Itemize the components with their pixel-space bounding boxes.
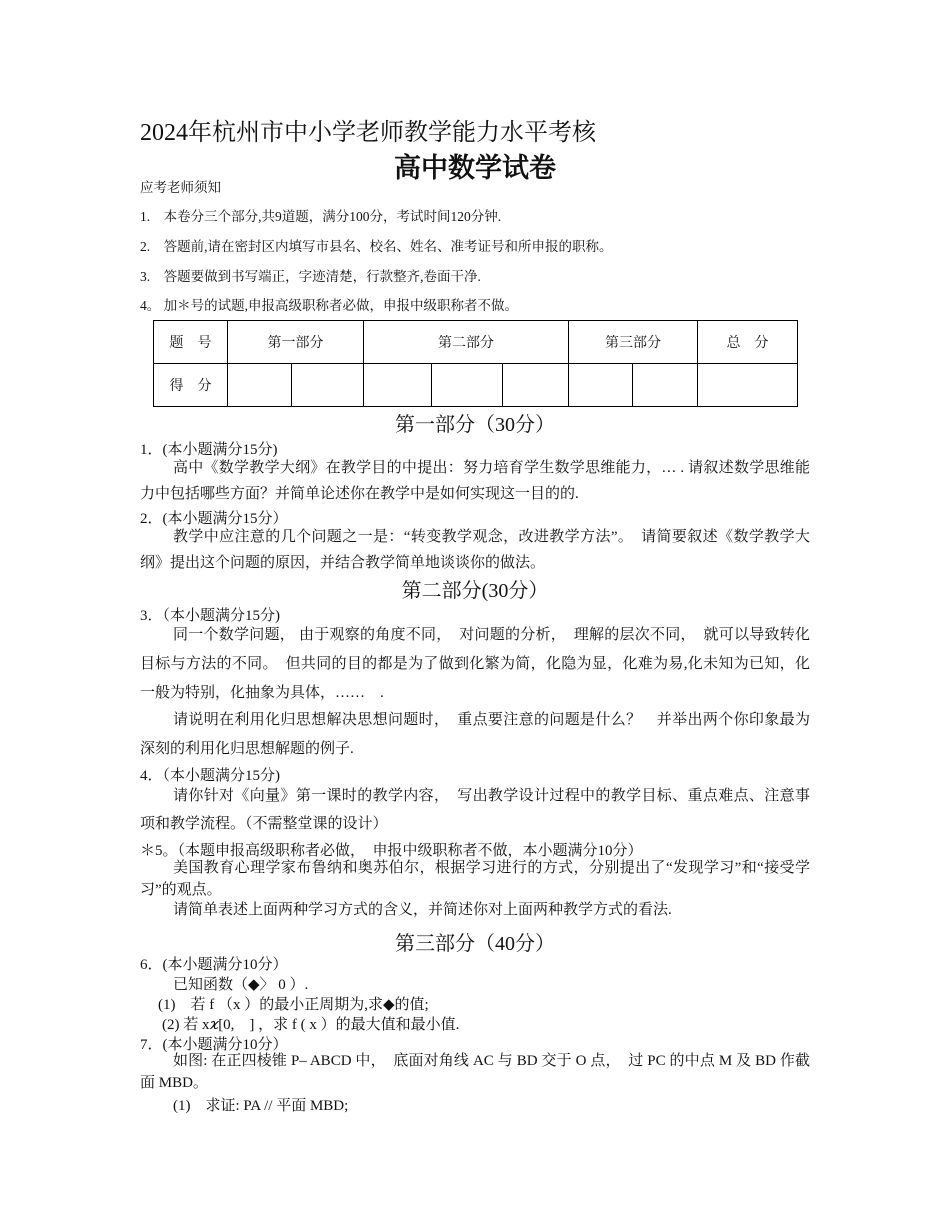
q5-body-1: 美国教育心理学家布鲁纳和奥苏伯尔，根据学习进行的方式，分别提出了“发现学习”和“接受学习”的观点。 <box>140 860 810 898</box>
q1-heading: 1．(本小题满分15分) <box>140 442 278 458</box>
q2-body: 教学中应注意的几个问题之一是：“转变教学观念，改进教学方法”。 请简要叙述《数学教学大纲》提出这个问题的原因，并结合教学简单地谈谈你的做法。 <box>140 529 810 571</box>
q6-line-1: 已知函数（◆〉 0 ）. <box>173 977 309 993</box>
q4-heading: 4．（本小题满分15分) <box>140 768 280 784</box>
score-cell[interactable] <box>432 364 503 407</box>
exam-subtitle: 高中数学试卷 <box>394 153 556 183</box>
q7-body: 如图: 在正四棱锥 P– ABCD 中， 底面对角线 AC 与 BD 交于 O 点， 过 PC 的中点 M 及 BD 作截面 MBD。 <box>140 1053 810 1091</box>
q1-body: 高中《数学教学大纲》在教学目的中提出：努力培育学生数学思维能力，… . 请叙述数学思维能力中包括哪些方面？并简单论述你在教学中是如何实现这一目的的. <box>140 460 810 502</box>
q3-body-2: 请说明在利用化归思想解决思想问题时， 重点要注意的问题是什么？ 并举出两个你印象最为深刻的利用化归思想解题的例子. <box>140 712 810 757</box>
score-cell[interactable] <box>364 364 432 407</box>
score-table <box>153 320 798 407</box>
part2-title: 第二部分(30分） <box>401 580 549 602</box>
notice-item: 4。 加＊号的试题,申报高级职称者必做，申报中级职称者不做。 <box>140 298 518 313</box>
score-header-number: 题 号 <box>154 321 228 364</box>
notice-heading: 应考老师须知 <box>140 180 221 195</box>
score-header-part2: 第二部分 <box>364 321 569 364</box>
notice-item: 1. 本卷分三个部分,共9道题，满分100分，考试时间120分钟. <box>140 209 502 224</box>
score-row-label: 得 分 <box>154 364 228 407</box>
q6-line-3: (2) 若 x𝜘[0, ] ，求 f ( x ）的最大值和最小值. <box>162 1017 460 1033</box>
score-header-total: 总 分 <box>698 321 798 364</box>
q4-body: 请你针对《向量》第一课时的教学内容， 写出教学设计过程中的教学目标、重点难点、注意事项和教学流程。（不需整堂课的设计） <box>140 788 810 832</box>
part1-title: 第一部分（30分） <box>395 414 555 436</box>
score-cell-total[interactable] <box>698 364 798 407</box>
notice-item: 2. 答题前,请在密封区内填写市县名、校名、姓名、准考证号和所申报的职称。 <box>140 239 613 254</box>
q5-body-2: 请简单表述上面两种学习方式的含义，并简述你对上面两种教学方式的看法. <box>173 902 672 918</box>
part3-title: 第三部分（40分） <box>395 933 555 955</box>
notice-item: 3. 答题要做到书写端正，字迹清楚，行款整齐,卷面干净. <box>140 269 481 284</box>
score-cell[interactable] <box>569 364 633 407</box>
q5-heading: ＊5。（本题申报高级职称者必做， 申报中级职称者不做，本小题满分10分） <box>140 843 643 859</box>
exam-title: 2024年杭州市中小学老师教学能力水平考核 <box>140 120 596 146</box>
score-header-part3: 第三部分 <box>569 321 698 364</box>
q6-heading: 6．(本小题满分10分） <box>140 957 288 973</box>
score-cell[interactable] <box>633 364 698 407</box>
score-header-part1: 第一部分 <box>228 321 364 364</box>
q7-line-1: (1) 求证: PA // 平面 MBD; <box>173 1098 349 1114</box>
q3-body-1: 同一个数学问题， 由于观察的角度不同， 对问题的分析， 理解的层次不同， 就可以导致转化目标与方法的不同。 但共同的目的都是为了做到化繁为简，化隐为显，化难为易,化未知为已知，化一般为特别，化抽象为具体，…… . <box>140 627 810 701</box>
q3-heading: 3．（本小题满分15分) <box>140 608 280 624</box>
q2-heading: 2．(本小题满分15分） <box>140 511 288 527</box>
q6-line-2: (1) 若 f （x ）的最小正周期为,求◆的值; <box>158 997 429 1013</box>
score-cell[interactable] <box>503 364 569 407</box>
score-cell[interactable] <box>228 364 292 407</box>
score-cell[interactable] <box>292 364 364 407</box>
q7-heading: 7．(本小题满分10分） <box>140 1037 288 1053</box>
